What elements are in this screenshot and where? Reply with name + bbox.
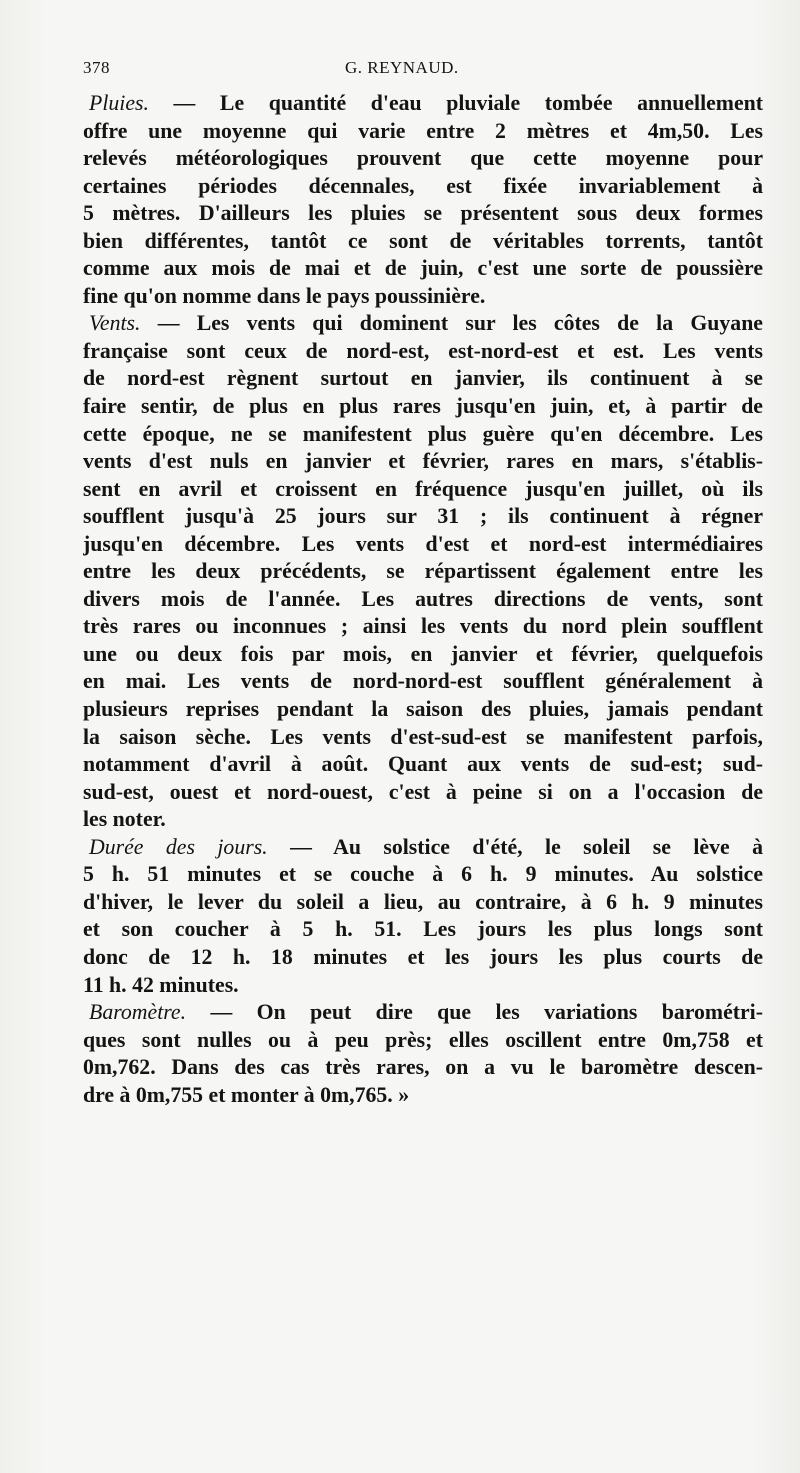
text-line: jusqu'en décembre. Les vents d'est et nord-est intermédiaires [83, 531, 763, 556]
text-line: donc de 12 h. 18 minutes et les jours les plus courts de [83, 944, 763, 969]
text-line: comme aux mois de mai et de juin, c'est une sorte de poussière [83, 256, 763, 281]
text-line: d'hiver, le lever du soleil a lieu, au contraire, à 6 h. 9 minutes [83, 889, 763, 914]
text-line: 0m,762. Dans des cas très rares, on a vu le baromètre descen- [83, 1055, 763, 1080]
running-head: G. REYNAUD. [345, 58, 459, 77]
text-line: bien différentes, tantôt ce sont de véritables torrents, tantôt [83, 228, 763, 253]
text-line: notamment d'avril à août. Quant aux vents de sud-est; sud- [83, 752, 763, 777]
text-line: vents d'est nuls en janvier et février, rares en mars, s'établis- [83, 449, 763, 474]
paragraph-barometre-line: Baromètre. — On peut dire que les variations barométri- [89, 1000, 763, 1025]
text-line: relevés météorologiques prouvent que cette moyenne pour [83, 146, 763, 171]
section-heading-vents: Vents. [89, 311, 141, 336]
text-line: française sont ceux de nord-est, est-nord-est et est. Les vents [83, 338, 763, 363]
page-number: 378 [83, 58, 110, 77]
body-text [83, 90, 763, 1109]
text-line: une ou deux fois par mois, en janvier et février, quelquefois [83, 641, 763, 666]
text-line: 5 mètres. D'ailleurs les pluies se présentent sous deux formes [83, 201, 763, 226]
text-line: les noter. [83, 807, 166, 832]
paragraph-pluies-line: Pluies. — Le quantité d'eau pluviale tombée annuellement [89, 91, 763, 115]
text-line: la saison sèche. Les vents d'est-sud-est se manifestent parfois, [83, 724, 763, 749]
text-line: soufflent jusqu'à 25 jours sur 31 ; ils continuent à régner [83, 504, 763, 529]
text-line: et son coucher à 5 h. 51. Les jours les plus longs sont [83, 917, 763, 942]
text-line: dre à 0m,755 et monter à 0m,765. » [83, 1082, 410, 1107]
text-line: entre les deux précédents, se répartissent également entre les [83, 559, 763, 584]
text-line: 5 h. 51 minutes et se couche à 6 h. 9 minutes. Au solstice [83, 862, 763, 887]
paragraph-vents-line: Vents. — Les vents qui dominent sur les côtes de la Guyane [89, 311, 763, 336]
text-line: faire sentir, de plus en plus rares jusqu'en juin, et, à partir de [83, 394, 763, 419]
page-header [83, 58, 763, 88]
text-line: très rares ou inconnues ; ainsi les vents du nord plein soufflent [83, 614, 763, 639]
section-heading-pluies: Pluies. [89, 91, 149, 115]
text-line: certaines périodes décennales, est fixée invariablement à [83, 173, 763, 198]
text-line: cette époque, ne se manifestent plus guère qu'en décembre. Les [83, 421, 763, 446]
section-heading-barometre: Baromètre. [89, 1000, 187, 1025]
text-line: plusieurs reprises pendant la saison des pluies, jamais pendant [83, 697, 763, 722]
text-line: 11 h. 42 minutes. [83, 972, 239, 997]
text-line: fine qu'on nomme dans le pays poussinière. [83, 283, 486, 308]
text-line: en mai. Les vents de nord-nord-est soufflent généralement à [83, 669, 763, 694]
text-line: divers mois de l'année. Les autres directions de vents, sont [83, 586, 763, 611]
text-line: sud-est, ouest et nord-ouest, c'est à peine si on a l'occasion de [83, 779, 763, 804]
text-line: de nord-est règnent surtout en janvier, ils continuent à se [83, 366, 763, 391]
section-heading-duree-des-jours: Durée des jours. [89, 834, 268, 859]
text-line: offre une moyenne qui varie entre 2 mètres et 4m,50. Les [83, 118, 763, 143]
text-line: ques sont nulles ou à peu près; elles oscillent entre 0m,758 et [83, 1027, 763, 1052]
text-line: sent en avril et croissent en fréquence jusqu'en juillet, où ils [83, 476, 763, 501]
paragraph-duree-line: Durée des jours. — Au solstice d'été, le soleil se lève à [89, 834, 763, 859]
